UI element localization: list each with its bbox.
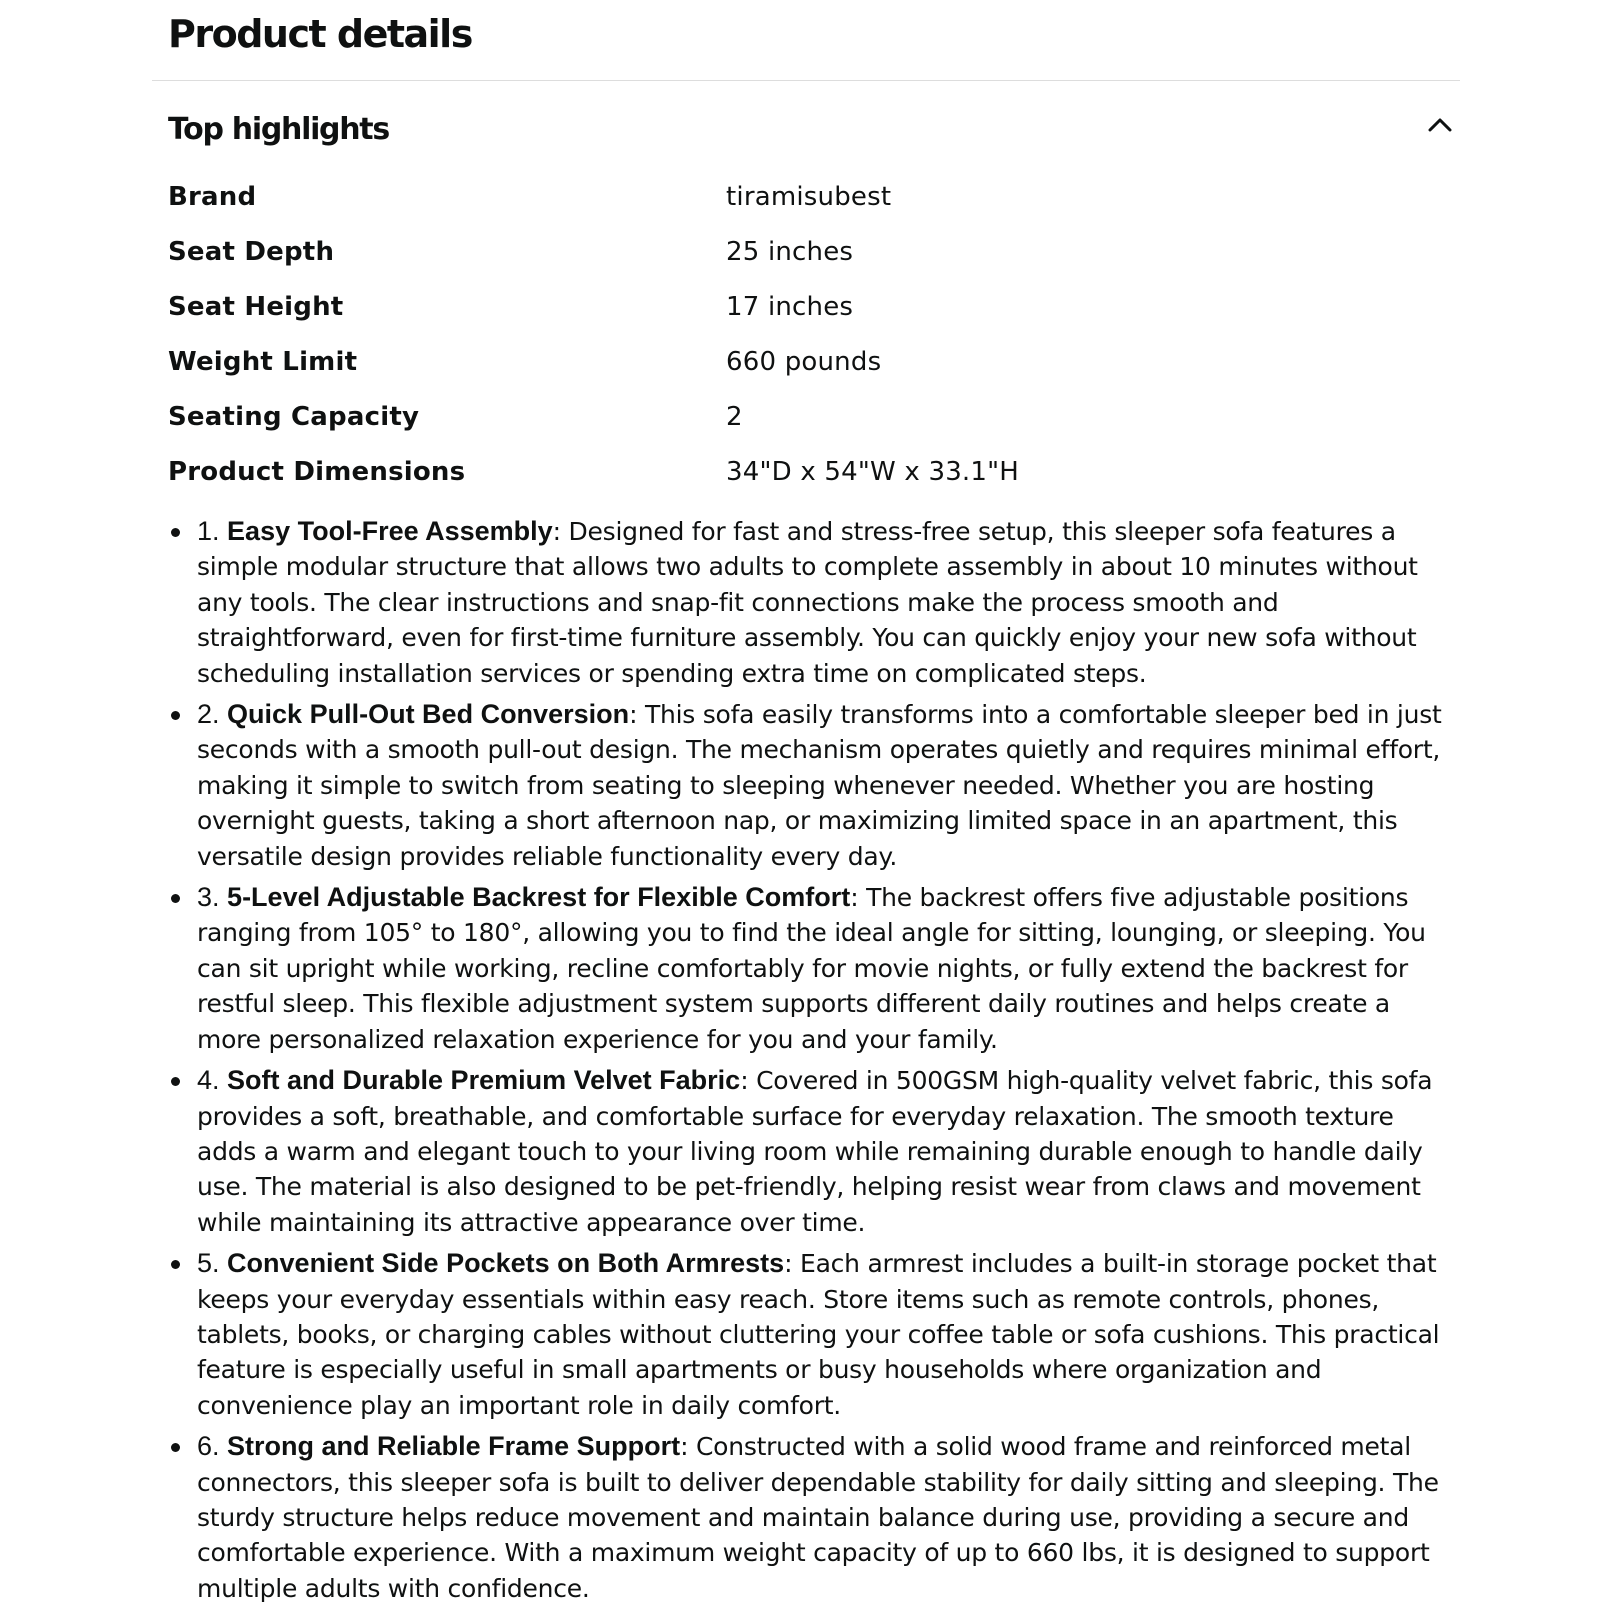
bullet-text: : Covered in 500GSM high-quality velvet fabric, this sofa provides a soft, breathable, and comfortable surface for everyday relaxation. The smooth texture adds a warm and elegant touch to your living room while remaining durable enough to handle daily use. The material is also designed to be pet-friendly, helping resist wear from claws and movement while maintaining its attractive appearance over time. [197, 1066, 1433, 1237]
bullet-number: 6. [197, 1431, 220, 1462]
bullet-heading-text: 5-Level Adjustable Backrest for Flexible Comfort [227, 882, 851, 913]
section-divider [152, 80, 1460, 81]
spec-row-weight-limit [168, 337, 1368, 392]
bullet-number: 2. [197, 699, 220, 730]
spec-label: Brand [168, 182, 257, 212]
feature-bullet [168, 1246, 1458, 1423]
feature-bullet [168, 514, 1458, 691]
spec-label: Seating Capacity [168, 402, 420, 432]
bullet-text: : Constructed with a solid wood frame and reinforced metal connectors, this sleeper sofa is built to deliver dependable stability for daily sitting and sleeping. The sturdy structure helps reduce movement and maintain balance during use, providing a secure and comfortable experience. With a maximum weight capacity of up to 660 lbs, it is designed to support multiple adults with confidence. [197, 1432, 1439, 1603]
feature-bullet [168, 1063, 1458, 1240]
bullet-text: : The backrest offers five adjustable positions ranging from 105° to 180°, allowing you to find the ideal angle for sitting, lounging, or sleeping. You can sit upright while working, recline comfortably for movie nights, or fully extend the backrest for restful sleep. This flexible adjustment system supports different daily routines and helps create a more personalized relaxation experience for you and your family. [197, 883, 1426, 1054]
bullet-heading [197, 1065, 740, 1095]
feature-bullet [168, 880, 1458, 1057]
bullet-heading-text: Easy Tool-Free Assembly [227, 516, 553, 546]
spec-row-seat-depth [168, 227, 1368, 282]
bullet-heading [197, 882, 850, 912]
bullet-number: 4. [197, 1065, 220, 1096]
spec-label: Seat Height [168, 292, 344, 322]
bullet-heading-text: Convenient Side Pockets on Both Armrests [227, 1248, 785, 1279]
bullet-heading [197, 516, 553, 546]
bullet-heading [197, 1431, 680, 1461]
spec-label: Weight Limit [168, 347, 358, 377]
spec-row-product-dimensions [168, 447, 1368, 502]
bullet-number: 1. [197, 516, 220, 546]
spec-label: Product Dimensions [168, 457, 466, 487]
spec-value: 2 [726, 402, 743, 432]
collapse-toggle-button[interactable] [1422, 108, 1458, 144]
feature-bullet-list [168, 514, 1458, 1612]
spec-value: tiramisubest [726, 182, 892, 212]
spec-value: 25 inches [726, 237, 854, 267]
spec-label: Seat Depth [168, 237, 335, 267]
bullet-text: : This sofa easily transforms into a comfortable sleeper bed in just seconds with a smooth pull-out design. The mechanism operates quietly and requires minimal effort, making it simple to switch from seating to sleeping whenever needed. Whether you are hosting overnight guests, taking a short afternoon nap, or maximizing limited space in an apartment, this versatile design provides reliable functionality every day. [197, 700, 1442, 871]
top-highlights-header[interactable] [168, 104, 1458, 152]
bullet-dot [171, 1077, 180, 1086]
bullet-heading-text: Quick Pull-Out Bed Conversion [227, 699, 630, 730]
section-title: Top highlights [168, 112, 389, 147]
bullet-dot [171, 711, 180, 720]
specs-table [168, 172, 1368, 502]
bullet-number: 5. [197, 1248, 220, 1279]
bullet-heading [197, 699, 629, 729]
feature-bullet [168, 1429, 1458, 1606]
bullet-dot [171, 1443, 180, 1452]
bullet-heading [197, 1248, 784, 1278]
bullet-text: : Designed for fast and stress-free setup, this sleeper sofa features a simple modular structure that allows two adults to complete assembly in about 10 minutes without any tools. The clear instructions and snap-fit connections make the process smooth and straightforward, even for first-time furniture assembly. You can quickly enjoy your new sofa without scheduling installation services or spending extra time on complicated steps. [197, 517, 1418, 688]
spec-row-seating-capacity [168, 392, 1368, 447]
bullet-heading-text: Soft and Durable Premium Velvet Fabric [227, 1065, 741, 1096]
bullet-dot [171, 894, 180, 903]
spec-row-seat-height [168, 282, 1368, 337]
bullet-dot [171, 1260, 180, 1269]
spec-value: 34"D x 54"W x 33.1"H [726, 457, 1020, 487]
bullet-number: 3. [197, 882, 220, 913]
bullet-dot [171, 528, 180, 537]
bullet-text: : Each armrest includes a built-in storage pocket that keeps your everyday essentials within easy reach. Store items such as remote controls, phones, tablets, books, or charging cables without cluttering your coffee table or sofa cushions. This practical feature is especially useful in small apartments or busy households where organization and convenience play an important role in daily comfort. [197, 1249, 1440, 1420]
spec-value: 660 pounds [726, 347, 882, 377]
feature-bullet [168, 697, 1458, 874]
chevron-up-icon [1422, 108, 1458, 144]
bullet-heading-text: Strong and Reliable Frame Support [227, 1431, 681, 1462]
spec-row-brand [168, 172, 1368, 227]
spec-value: 17 inches [726, 292, 854, 322]
page-title: Product details [168, 12, 472, 56]
